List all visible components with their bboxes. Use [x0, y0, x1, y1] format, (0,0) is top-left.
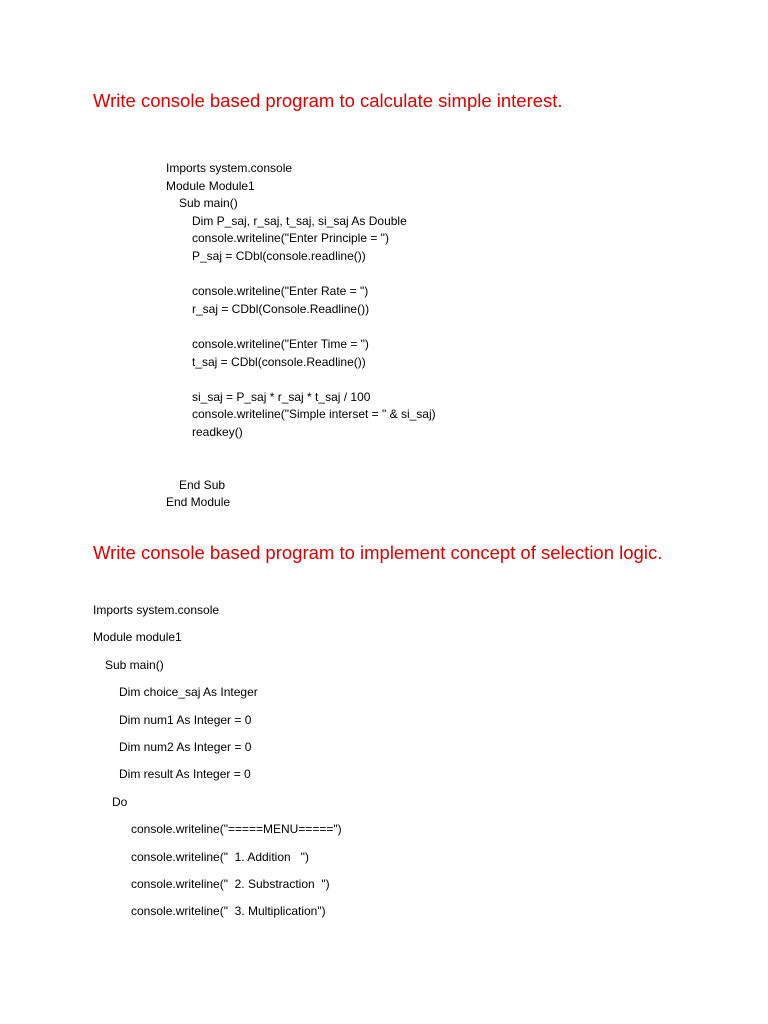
- code-line: console.writeline("Enter Rate = "): [192, 284, 369, 299]
- code-line: P_saj = CDbl(console.readline()): [192, 248, 366, 263]
- code-line: console.writeline(" 1. Addition "): [131, 849, 309, 864]
- code-line: Do: [112, 794, 128, 809]
- code-line: console.writeline("Enter Principle = "): [192, 231, 389, 246]
- code-line: Module module1: [93, 630, 182, 645]
- section1-code-block: [166, 160, 686, 512]
- code-line: [166, 371, 686, 389]
- code-line: [166, 318, 686, 336]
- code-line: r_saj = CDbl(Console.Readline()): [192, 301, 370, 316]
- code-line: Dim result As Integer = 0: [119, 767, 251, 782]
- section2-heading: Write console based program to implement concept of selection logic.: [93, 542, 663, 563]
- code-line: Dim choice_saj As Integer: [119, 685, 258, 700]
- code-line: console.writeline("Enter Time = "): [192, 336, 369, 351]
- code-line: Imports system.console: [93, 603, 220, 617]
- code-line: [166, 459, 686, 477]
- code-line: console.writeline("Simple interset = " & si_saj): [192, 407, 436, 422]
- code-line: Sub main(): [179, 196, 238, 211]
- code-line: End Module: [166, 495, 231, 510]
- code-line: [166, 266, 686, 284]
- code-line: Dim num1 As Integer = 0: [119, 712, 252, 727]
- section2-code-block: [93, 600, 693, 929]
- code-line: Sub main(): [105, 657, 164, 672]
- code-line: t_saj = CDbl(console.Readline()): [192, 354, 366, 369]
- code-line: End Sub: [179, 477, 226, 492]
- code-line: Imports system.console: [166, 161, 293, 175]
- code-line: [166, 442, 686, 460]
- section1-heading: Write console based program to calculate simple interest.: [93, 90, 563, 111]
- code-line: Dim num2 As Integer = 0: [119, 739, 252, 754]
- code-line: console.writeline("=====MENU====="): [131, 822, 342, 837]
- code-line: Dim P_saj, r_saj, t_saj, si_saj As Double: [192, 213, 407, 228]
- code-line: Module Module1: [166, 178, 255, 193]
- code-line: console.writeline(" 2. Substraction "): [131, 876, 330, 891]
- code-line: readkey(): [192, 424, 243, 439]
- code-line: console.writeline(" 3. Multiplication"): [131, 904, 326, 919]
- code-line: si_saj = P_saj * r_saj * t_saj / 100: [192, 389, 371, 404]
